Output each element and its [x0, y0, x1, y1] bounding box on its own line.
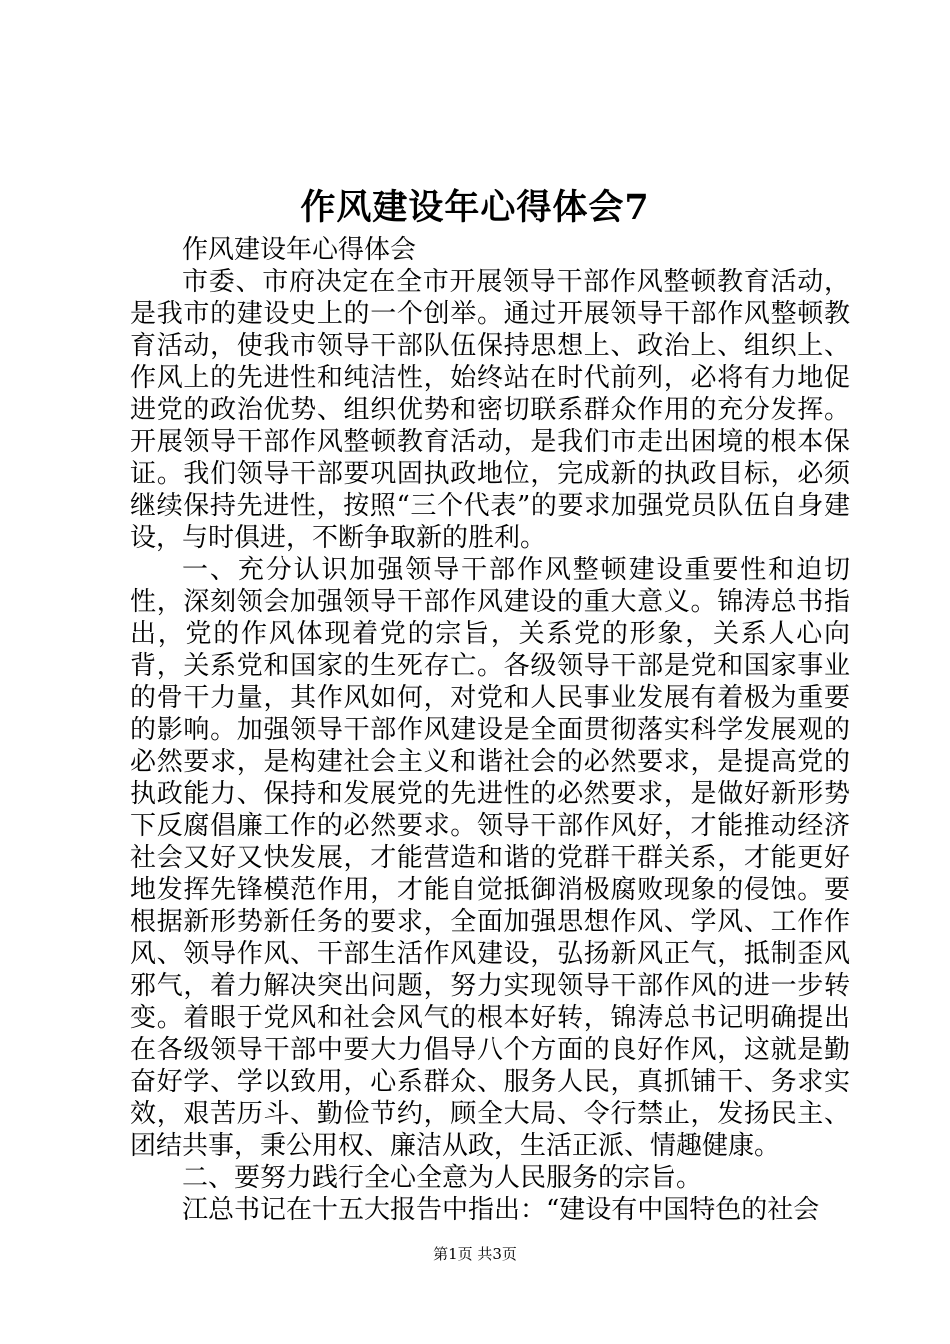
- paragraph-section-two-heading: 二、要努力践行全心全意为人民服务的宗旨。: [182, 1163, 703, 1193]
- paragraph-section-two-start: 江总书记在十五大报告中指出：“建设有中国特色的社会: [182, 1195, 820, 1225]
- page-number-footer: 第1页 共3页: [433, 1245, 517, 1263]
- document-body: [130, 234, 850, 1226]
- document-title: 作风建设年心得体会7: [300, 187, 650, 228]
- paragraph-section-one: 一、充分认识加强领导干部作风整顿建设重要性和迫切性，深刻领会加强领导干部作风建设的重大意义。锦涛总书指出，党的作风体现着党的宗旨，关系党的形象，关系人心向背，关系党和国家的生死存亡。各级领导干部是党和国家事业的骨干力量，其作风如何，对党和人民事业发展有着极为重要的影响。加强领导干部作风建设是全面贯彻落实科学发展观的必然要求，是构建社会主义和谐社会的必然要求，是提高党的执政能力、保持和发展党的先进性的必然要求，是做好新形势下反腐倡廉工作的必然要求。领导干部作风好，才能推动经济社会又好又快发展，才能营造和谐的党群干群关系，才能更好地发挥先锋模范作用，才能自觉抵御消极腐败现象的侵蚀。要根据新形势新任务的要求，全面加强思想作风、学风、工作作风、领导作风、干部生活作风建设，弘扬新风正气，抵制歪风邪气，着力解决突出问题，努力实现领导干部作风的进一步转变。着眼于党风和社会风气的根本好转，锦涛总书记明确提出在各级领导干部中要大力倡导八个方面的良好作风，这就是勤奋好学、学以致用，心系群众、服务人民，真抓铺干、务求实效，艰苦历斗、勤俭节约，顾全大局、令行禁止，发扬民主、团结共事，秉公用权、廉洁从政，生活正派、情趣健康。: [130, 555, 850, 1161]
- paragraph-intro: 市委、市府决定在全市开展领导干部作风整顿教育活动，是我市的建设史上的一个创举。通过开展领导干部作风整顿教育活动，使我市领导干部队伍保持思想上、政治上、组织上、作风上的先进性和纯洁性，始终站在时代前列，必将有力地促进党的政治优势、组织优势和密切联系群众作用的充分发挥。开展领导干部作风整顿教育活动，是我们市走出困境的根本保证。我们领导干部要巩固执政地位，完成新的执政目标，必须继续保持先进性，按照“三个代表”的要求加强党员队伍自身建设，与时俱进，不断争取新的胜利。: [130, 267, 850, 553]
- paragraph-subtitle: 作风建设年心得体会: [182, 235, 417, 265]
